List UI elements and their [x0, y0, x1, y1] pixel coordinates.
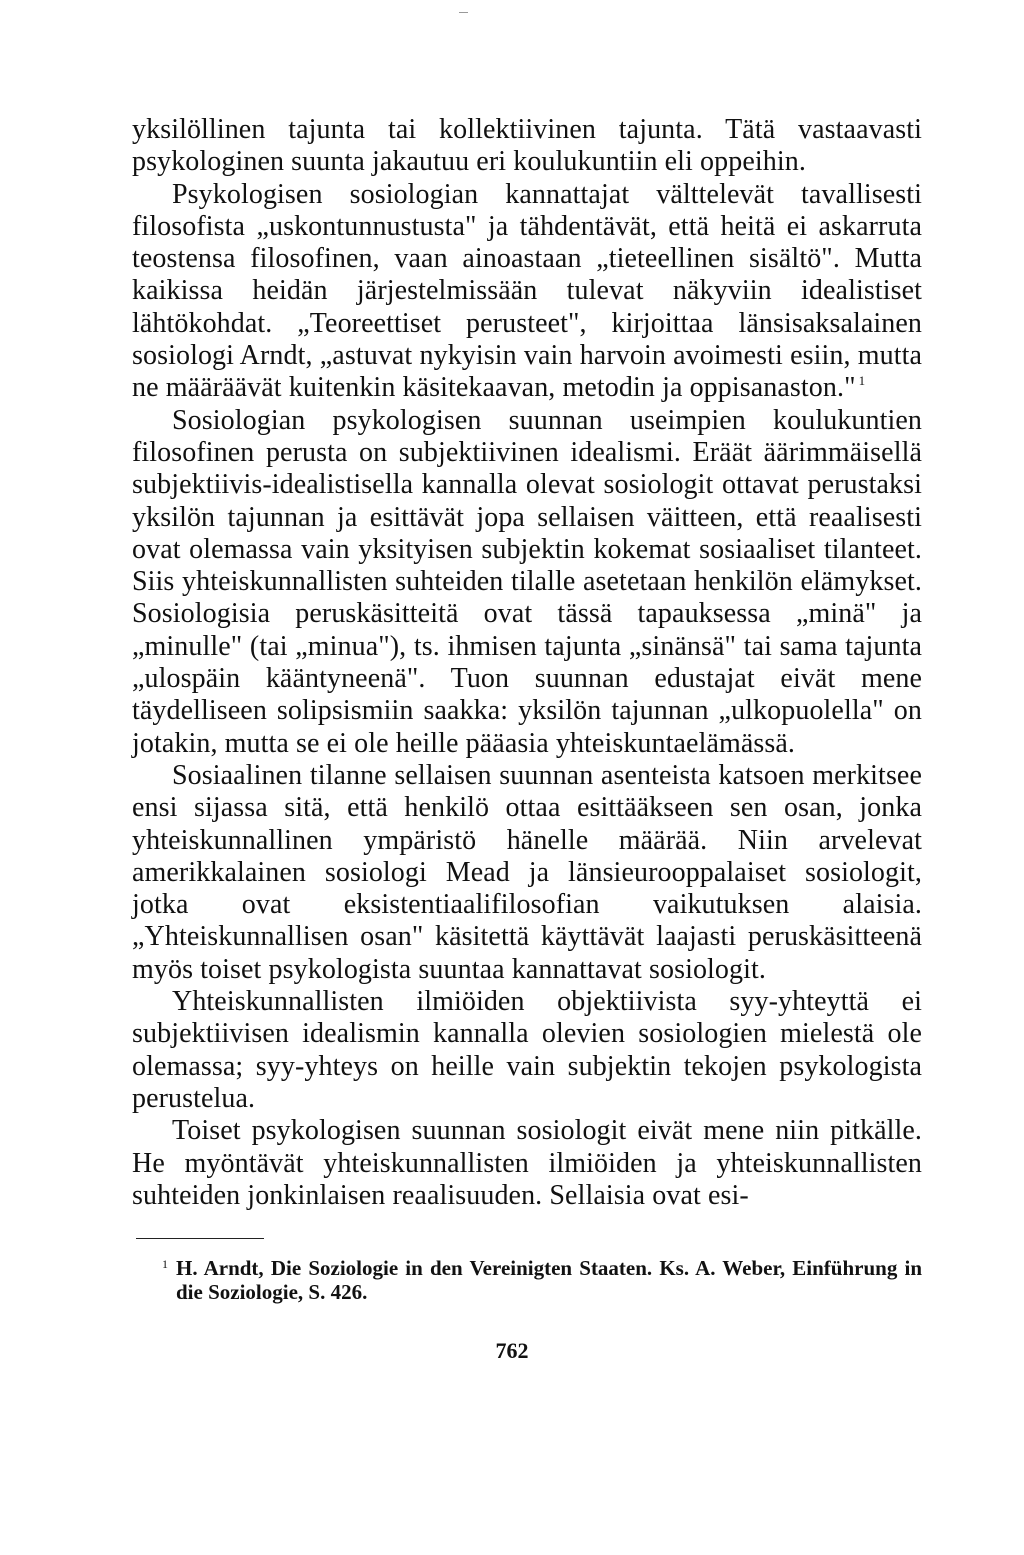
paragraph-5: Yhteiskunnallisten ilmiöiden objektiivista syy-yhteyttä ei subjektiivisen idealismin kannalla olevien sosiologien mielestä ole olemassa; syy-yhteys on heille vain subjektin tekojen psykologista perustelua.: [132, 986, 922, 1114]
paragraph-3: Sosiologian psykologisen suunnan useimpien koulukuntien filosofinen perusta on subjektiivinen idealismi. Eräät äärimmäisellä subjektiivis-idealistisella kannalla olevat sosiologit ottavat perustaksi yksilön tajunnan ja esittävät jopa sellaisen väitteen, että reaalisesti ovat olemassa vain yksityisen subjektin kokemat sosiaaliset tilanteet. Siis yhteiskunnallisten suhteiden tilalle asetetaan henkilön elämykset. Sosiologisia peruskäsitteitä ovat tässä tapauksessa „minä" ja „minulle" (tai „minua"), ts. ihmisen tajunta „sinänsä" tai sama tajunta „ulospäin kääntyneenä". Tuon suunnan edustajat eivät mene täydelliseen solipsismiin saakka: yksilön tajunnan „ulkopuolella" on jotakin, mutta se ei ole heille pääasia yhteiskuntaelämässä.: [132, 404, 922, 759]
paragraph-6: Toiset psykologisen suunnan sosiologit eivät mene niin pitkälle. He myöntävät yhteiskunnallisten ilmiöiden ja yhteiskunnallisten suhteiden jonkinlaisen reaalisuuden. Sellaisia ovat esi-: [132, 1115, 922, 1211]
page-number: 762: [495, 1338, 529, 1363]
paragraph-2-text: Psykologisen sosiologian kannattajat välttelevät tavallisesti filosofista „uskontunnustusta" ja tähdentävät, että heitä ei askarruta teostensa filosofinen, vaan ainoastaan „tieteellinen sisältö". Mutta kaikissa heidän järjestelmissään tulevat näkyviin idealistiset lähtökohdat. „Teoreettiset perusteet", kirjoittaa länsisaksalainen sosiologi Arndt, „astuvat nykyisin vain harvoin avoimesti esiin, mutta ne määräävät kuitenkin käsitekaavan, metodin ja oppisanaston.": [132, 178, 922, 404]
footnote-text: H. Arndt, Die Soziologie in den Vereinigten Staaten. Ks. A. Weber, Einführung in die Soziologie, S. 426.: [176, 1256, 922, 1304]
scan-mark: [459, 12, 468, 13]
paragraph-2: [132, 179, 922, 405]
footnote-marker: 1: [162, 1257, 168, 1271]
footnote-reference[interactable]: 1: [858, 373, 866, 389]
paragraph-4: Sosiaalinen tilanne sellaisen suunnan asenteista katsoen merkitsee ensi sijassa sitä, että henkilö ottaa esittääkseen sen osan, jonka yhteiskunnallinen ympäristö hänelle määrää. Niin arvelevat amerikkalainen sosiologi Mead ja länsieurooppalaiset sosiologit, jotka ovat eksistentiaalifilosofian vaikutuksen alaisia. „Yhteiskunnallisen osan" käsitettä käyttävät laajasti peruskäsitteenä myös toiset psykologista suuntaa kannattavat sosiologit.: [132, 759, 922, 985]
footnote: [162, 1256, 922, 1304]
body-text: [132, 114, 922, 1212]
paragraph-1: yksilöllinen tajunta tai kollektiivinen tajunta. Tätä vastaavasti psykologinen suunta jakautuu eri koulukuntiin eli oppeihin.: [132, 114, 922, 178]
footnote-divider: [136, 1238, 264, 1239]
